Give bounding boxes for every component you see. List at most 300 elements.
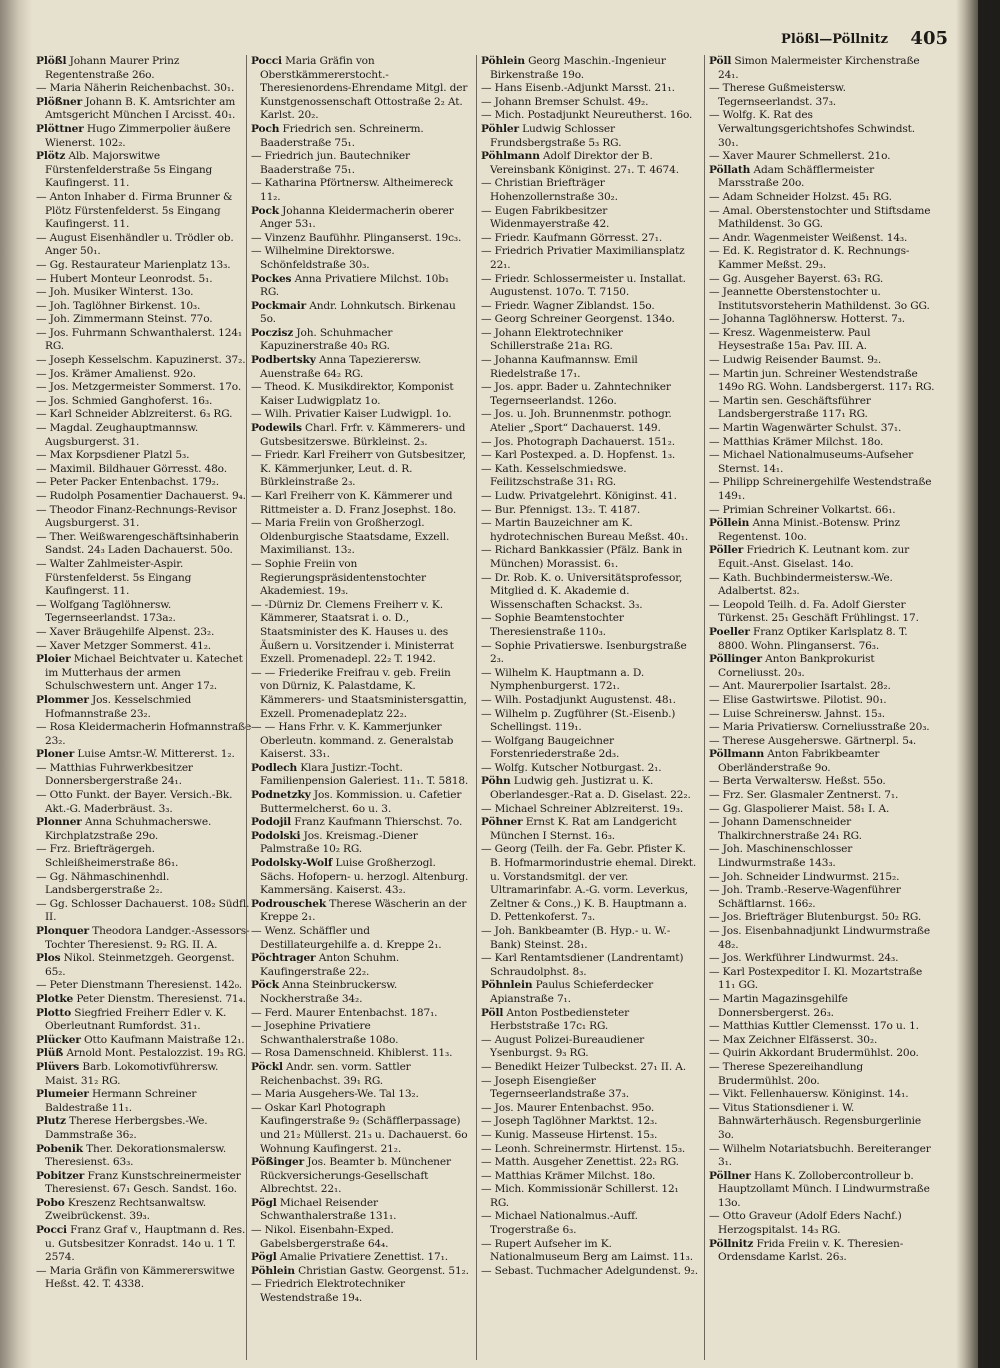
entry-text: — Ant. Maurerpolier Isartalst. 28₂. [709,680,891,693]
entry-text: — Richard Bankkassier (Pfälz. Bank in München) Morassist. 6₁. [481,544,683,570]
entry-text: Anton Fabrikbeamter Oberländerstraße 9o. [718,748,880,774]
entry-text: Friedrich sen. Schreinerm. Baaderstraße 75₁. [260,122,424,149]
directory-entry [251,667,469,721]
directory-entry [709,82,937,109]
directory-entry [36,259,254,273]
directory-entry [709,843,937,870]
entry-surname: Pögl [251,1196,277,1209]
entry-text: — August Polizei-Bureaudiener Ysenburgst. 9₃ RG. [481,1033,645,1060]
directory-entry [481,775,699,802]
directory-entry [709,966,937,993]
entry-text: Franz Graf v., Hauptmann d. Res. u. Gutsbesitzer Konradst. 14o u. 1 T. 2574. [45,1224,246,1264]
entry-text: Charl. Frfr. v. Kämmerers- und Gutsbesitzerswe. Bürkleinst. 2₃. [260,422,466,448]
entry-surname: Plonquer [36,925,89,937]
directory-entry [709,748,937,775]
directory-entry [481,504,699,518]
entry-text: Frida Freiin v. K. Theresien-Ordensdame Karlst. 26₃. [718,1237,904,1264]
entry-text: — Mich. Postadjunkt Neureutherst. 16o. [481,109,693,122]
entry-surname: Plommer [36,693,89,706]
directory-entry [709,626,937,653]
entry-text: — Friedrich jun. Bautechniker Baaderstraße 75₁. [251,150,410,176]
directory-entry [251,1020,469,1047]
entry-text: Adam Schäfflermeister Marsstraße 20o. [718,163,875,190]
entry-text: — Joh. Maschinenschlosser Lindwurmstraße 143₃. [709,843,853,870]
directory-entry [709,925,937,952]
entry-text: — Jos. Photograph Dachauerst. 151₂. [481,435,675,448]
entry-text: — Theod. K. Musikdirektor, Komponist Kaiser Ludwigplatz 1o. [251,381,454,407]
directory-entry [251,925,469,952]
directory-entry [481,1156,699,1170]
entry-text: — Jeannette Oberstenstochter u. Institutsvorsteherin Mathildenst. 3o GG. [709,286,930,312]
entry-text: — Leopold Teilh. d. Fa. Adolf Gierster Türkenst. 25₁ Geschäft Frühlingst. 17. [709,598,919,625]
directory-entry [709,504,937,518]
entry-text: — Kresz. Wagenmeisterw. Paul Heysestraße 15a₁ Pav. III. A. [709,326,871,353]
entry-surname: Pöhlein [251,1264,295,1277]
column-1 [36,55,254,1360]
entry-text: Amalie Privatiere Zenettist. 17₁. [279,1251,448,1264]
entry-surname: Pögl [251,1251,277,1264]
directory-entry [709,164,937,191]
directory-entry [251,1224,469,1251]
entry-text: — Georg Schreiner Georgenst. 134o. [481,313,675,326]
entry-text: — Jos. u. Joh. Brunnenmstr. pothogr. Atelier „Sport“ Dachauerst. 149. [481,408,672,435]
directory-entry [481,1238,699,1265]
directory-entry [709,313,937,327]
directory-entry [36,558,254,599]
entry-text: Therese Wäscherin an der Kreppe 2₁. [260,897,467,924]
entry-text: — Gg. Nähmaschinenhdl. Landsbergerstraße 2₂. [36,870,170,897]
directory-entry [36,871,254,898]
entry-text: — Therese Ausgeherswe. Gärtnerpl. 5₄. [709,734,917,747]
directory-entry [481,123,699,150]
directory-entry [709,816,937,843]
directory-entry [36,1197,254,1224]
entry-surname: Plotke [36,992,74,1005]
entry-surname: Pöllner [709,1169,751,1182]
entry-text: — Wolfgang Taglöhnersw. Tegernseerlandst. 173a₂. [36,598,176,625]
entry-text: — Matthias Kuttler Clemensst. 17o u. 1. [709,1020,919,1033]
directory-entry [251,1251,469,1265]
entry-text: — Hubert Monteur Leonrodst. 5₁. [36,272,213,285]
directory-entry [251,1047,469,1061]
column-3 [476,55,699,1360]
entry-text: Siegfried Freiherr Edler v. K. Oberleutnant Rumfordst. 31₁. [45,1006,227,1033]
entry-text: — Friedr. Kaufmann Görresst. 27₁. [481,231,663,244]
entry-text: — Primian Schreiner Volkartst. 66₁. [709,503,896,516]
directory-entry [709,599,937,626]
directory-entry [709,150,937,164]
directory-entry [709,1020,937,1034]
directory-entry [36,368,254,382]
entry-surname: Pöllinger [709,653,762,666]
directory-entry [251,857,469,898]
entry-text: — Berta Verwaltersw. Heßst. 55o. [709,775,886,788]
entry-text: Otto Kaufmann Maistraße 12₁. [83,1033,245,1046]
entry-text: Therese Herbergsbes.-We. Dammstraße 36₂. [45,1115,208,1141]
directory-entry [709,1047,937,1061]
entry-text: — Friedr. Wagner Ziblandst. 15o. [481,299,655,312]
entry-text: — Peter Packer Entenbachst. 179₂. [36,476,219,489]
entry-text: — Sebast. Tuchmacher Adelgundenst. 9₂. [481,1264,698,1277]
directory-entry [709,871,937,885]
directory-entry [481,1170,699,1184]
book-binding-shadow [0,0,32,1368]
entry-text: Michael Reisender Schwanthalerstraße 131₁. [260,1196,397,1223]
directory-entry [251,490,469,517]
directory-entry [709,286,937,313]
entry-text: — Karl Postexped. a. D. Hopfenst. 1₃. [481,449,676,462]
entry-text: — Joseph Kesselschm. Kapuzinerst. 37₂. [36,354,246,367]
entry-text: Anton Bankprokurist Corneliusst. 20₃. [718,653,875,679]
entry-text: — Anton Inhaber d. Firma Brunner & Plötz Fürstenfelderst. 5s Eingang Kaufingerst. 11. [36,190,233,231]
entry-text: — Vinzenz Baufühhr. Plinganserst. 19c₃. [251,231,462,244]
entry-text: Jos. Kesselschmied Hofmannstraße 23₂. [45,693,192,720]
entry-text: — Joseph Eisengießer Tegernseerlandstraße 37₃. [481,1074,629,1101]
directory-entry [251,898,469,925]
entry-text: — Benedikt Heizer Tulbeckst. 27₁ II. A. [481,1060,686,1073]
entry-text: Andr. Lohnkutsch. Birkenau 5o. [260,299,456,326]
directory-entry [481,1265,699,1279]
directory-entry [36,599,254,626]
entry-text: — Quirin Akkordant Brudermühlst. 20o. [709,1047,919,1060]
entry-surname: Pöck [251,979,279,992]
directory-entry [251,1265,469,1279]
entry-text: — Sophie Beamtenstochter Theresienstraße 110₃. [481,612,624,638]
entry-text: Nikol. Steinmetzgeh. Georgenst. 65₂. [45,952,235,978]
entry-text: — Wilhelm K. Hauptmann a. D. Nymphenburgerst. 172₁. [481,666,645,693]
entry-text: — Joh. Tramb.-Reserve-Wagenführer Schäftlarnst. 166₂. [709,884,901,910]
directory-entry [481,109,699,123]
directory-entry [709,191,937,205]
directory-entry [709,1170,937,1211]
entry-text: — Martin Bauzeichner am K. hydrotechnischen Bureau Meßst. 40₁. [481,517,689,543]
entry-text: — Hans Eisenb.-Adjunkt Marsst. 21₁. [481,82,675,95]
directory-entry [709,911,937,925]
directory-entry [36,55,254,82]
directory-entry [481,463,699,490]
directory-entry [36,354,254,368]
directory-entry [481,952,699,979]
entry-surname: Poch [251,122,280,135]
entry-text: — Adam Schneider Holzst. 45₁ RG. [709,190,892,203]
entry-surname: Pöll [709,55,732,67]
directory-entry [36,993,254,1007]
entry-text: Adolf Direktor der B. Vereinsbank Königinst. 27₁. T. 4674. [490,150,679,176]
entry-surname: Pobitzer [36,1169,85,1182]
entry-text: — Maria Näherin Reichenbachst. 30₁. [36,82,235,95]
entry-text: — Matthias Krämer Milchst. 18o. [709,435,884,448]
entry-text: — Karl Freiherr von K. Kämmerer und Rittmeister a. D. Franz Josephst. 18o. [251,490,457,516]
directory-entry [481,55,699,82]
entry-text: Georg Maschin.-Ingenieur Birkenstraße 19o. [490,55,666,81]
entry-text: — Gg. Glaspolierer Maist. 58₁ I. A. [709,802,890,815]
directory-entry [36,1047,254,1061]
entry-text: Ludwig Schlosser Frundsbergstraße 5₃ RG. [490,122,622,149]
entry-surname: Podolski [251,829,301,842]
entry-surname: Pöhlmann [481,150,540,163]
entry-text: — Joseph Taglöhner Marktst. 12₃. [481,1115,658,1128]
directory-entry [36,653,254,694]
entry-text: — Maria Gräfin von Kämmererswitwe Heßst. 42. T. 4338. [36,1264,235,1291]
entry-text: Barb. Lokomotivführersw. Maist. 31₂ RG. [45,1060,219,1087]
entry-text: Andr. sen. vorm. Sattler Reichenbachst. 39₁ RG. [260,1060,411,1087]
directory-entry [709,368,937,395]
entry-text: — Xaver Metzger Sommerst. 41₂. [36,639,212,652]
entry-text: Simon Malermeister Kirchenstraße 24₁. [718,55,920,81]
entry-surname: Pöllath [709,163,751,176]
directory-entry [36,150,254,191]
entry-text: — Josephine Privatiere Schwanthalerstraße 108o. [251,1020,399,1046]
entry-text: — Sophie Freiin von Regierungspräsidentenstochter Akademiest. 19₃. [251,557,426,598]
entry-text: — Christian Briefträger Hohenzollernstraße 30₂. [481,177,618,203]
directory-entry [709,789,937,803]
directory-entry [36,789,254,816]
entry-surname: Podrouschek [251,897,327,910]
entry-surname: Podbertsky [251,354,316,367]
entry-surname: Plotto [36,1006,72,1019]
entry-text: Kreszenz Rechtsanwaltsw. Zweibrückenst. 39₃. [45,1196,207,1223]
directory-entry [709,55,937,82]
entry-text: Franz Kaufmann Thierschst. 7o. [294,816,463,829]
entry-text: — Jos. Krämer Amalienst. 92o. [36,367,196,380]
entry-text: — Joh. Schneider Lindwurmst. 215₂. [709,870,900,883]
directory-entry [36,286,254,300]
entry-text: — Martin sen. Geschäftsführer Landsbergerstraße 117₁ RG. [709,394,871,421]
directory-entry [481,96,699,110]
entry-text: — Max Zeichner Elfässerst. 30₂. [709,1033,878,1046]
entry-text: — Karl Postexpeditor I. Kl. Mozartstraße 11₁ GG. [709,965,923,992]
directory-entry [251,1007,469,1021]
directory-entry [709,1034,937,1048]
entry-text: — Ferd. Maurer Entenbachst. 187₁. [251,1006,438,1019]
entry-text: — Jos. appr. Bader u. Zahntechniker Tegernseerlandst. 126o. [481,381,671,407]
directory-entry [251,789,469,816]
entry-text: Jos. Kommission. u. Cafetier Buttermelcherst. 6o u. 3. [260,789,462,815]
entry-text: — Otto Graveur (Adolf Eders Nachf.) Herzogspitalst. 14₃ RG. [709,1210,902,1237]
entry-text: — Philipp Schreinergehilfe Westendstraße 149₁. [709,476,932,502]
entry-surname: Pöller [709,544,744,557]
entry-text: — Matthias Krämer Milchst. 18o. [481,1169,656,1182]
entry-surname: Ploier [36,653,71,666]
entry-text: — Rupert Aufseher im K. Nationalmuseum Berg am Laimst. 11₃. [481,1237,693,1264]
entry-surname: Podlech [251,761,298,774]
entry-surname: Pock [251,204,279,217]
entry-text: Anna Schuhmacherswe. Kirchplatzstraße 29o. [45,816,212,842]
entry-text: — Dr. Rob. K. o. Universitätsprofessor, Mitglied d. K. Akademie d. Wissenschaften Schackst. 3₃. [481,571,683,611]
directory-entry [36,381,254,395]
running-head: Plößl—Pöllnitz [781,32,888,47]
entry-surname: Plücker [36,1033,81,1046]
directory-entry [709,1102,937,1143]
directory-entry [251,123,469,150]
directory-entry [481,612,699,639]
directory-entry [36,694,254,721]
entry-text: — Wilh. Postadjunkt Augustenst. 48₁. [481,693,676,706]
entry-text: — Amal. Oberstenstochter und Stiftsdame Mathildenst. 3o GG. [709,204,931,231]
directory-entry [481,1034,699,1061]
entry-text: — -Dürniz Dr. Clemens Freiherr v. K. Kämmerer, Staatsrat i. o. D., Staatsminister des K. Hauses u. des Äußern u. Vorsitzender i. Ministerrat Exzell. Promenadepl. 22₂ T. 1942. [251,598,454,666]
page-number: 405 [910,28,948,49]
entry-text: — Wilh. Privatier Kaiser Ludwigpl. 1o. [251,408,452,421]
entry-text: — Wilhelm Notariatsbuchh. Bereiteranger 3₁. [709,1142,931,1169]
directory-entry [36,762,254,789]
directory-entry [36,925,254,952]
entry-text: — Peter Dienstmann Theresienst. 142₀. [36,979,243,992]
entry-text: — Kath. Buchbindermeistersw.-We. Adalbertst. 82₃. [709,571,893,598]
entry-text: — Maximil. Bildhauer Görresst. 48o. [36,462,227,475]
directory-entry [251,1061,469,1088]
entry-surname: Plötz [36,150,66,163]
directory-entry [36,843,254,870]
entry-text: Ernst K. Rat am Landgericht München I Sternst. 16₃. [490,816,677,842]
entry-text: Jos. Kreismag.-Diener Palmstraße 10₂ RG. [260,829,418,856]
entry-text: Anna Tapezierersw. Auenstraße 64₂ RG. [260,354,422,380]
directory-entry [36,1143,254,1170]
entry-text: Michael Beichtvater u. Katechet im Mutterhaus der armen Schulschwestern unt. Anger 17₂. [45,653,243,693]
directory-entry [36,1088,254,1115]
entry-text: — Friedr. Karl Freiherr von Gutsbesitzer, K. Kämmerjunker, Leut. d. R. Bürkleinstraße 2₃. [251,449,466,489]
entry-text: Alb. Majorswitwe Fürstenfelderstraße 5s Eingang Kaufingerst. 11. [45,150,213,190]
column-2 [246,55,469,1360]
entry-surname: Pöllnitz [709,1237,754,1250]
directory-entry [481,449,699,463]
directory-entry [709,327,937,354]
entry-text: — Kath. Kesselschmiedswe. Feilitzschstraße 31₁ RG. [481,462,627,489]
entry-text: Franz Kunstschreinermeister Theresienst. 67₁ Gesch. Sandst. 16o. [45,1169,241,1196]
entry-text: — — Hans Frhr. v. K. Kammerjunker Oberleutn. kommand. z. Generalstab Kaiserst. 33₁. [251,721,454,761]
directory-entry [709,273,937,287]
directory-entry [36,816,254,843]
entry-text: — Joh. Musiker Winterst. 13o. [36,286,194,299]
entry-surname: Pöll [481,1006,504,1019]
entry-text: — Kunig. Masseuse Hirtenst. 15₃. [481,1128,658,1141]
directory-entry [481,150,699,177]
directory-entry [481,1075,699,1102]
entry-text: — Karl Schneider Ablzreiterst. 6₃ RG. [36,408,233,421]
directory-entry [36,300,254,314]
directory-entry [481,232,699,246]
entry-surname: Plößner [36,95,83,108]
entry-text: Anna Minist.-Botensw. Prinz Regentenst. 10o. [718,517,900,543]
entry-text: — Michael Schreiner Ablzreiterst. 19₃. [481,802,684,815]
entry-surname: Pockmair [251,299,307,312]
entry-surname: Plüß [36,1047,64,1060]
entry-surname: Pöchtrager [251,952,316,965]
directory-entry [251,422,469,449]
entry-text: — Jos. Metzgermeister Sommerst. 17o. [36,381,242,394]
entry-text: — Xaver Maurer Schmellerst. 21o. [709,150,891,163]
directory-entry [709,884,937,911]
directory-entry [36,898,254,925]
directory-entry [251,55,469,123]
directory-entry [36,395,254,409]
directory-entry [251,1197,469,1224]
entry-text: — Ther. Weißwarengeschäftsinhaberin Sandst. 24₃ Laden Dachauerst. 50o. [36,530,239,557]
entry-text: Anton Schuhm. Kaufingerstraße 22₂. [260,952,400,978]
entry-text: — Max Korpsdiener Platzl 5₃. [36,449,190,462]
entry-text: — Ludw. Privatgelehrt. Königinst. 41. [481,490,677,502]
entry-text: — Luise Schreinersw. Jahnst. 15₃. [709,707,885,720]
directory-entry [481,1143,699,1157]
entry-surname: Pöhner [481,816,523,829]
directory-entry [251,1102,469,1156]
entry-surname: Pöhler [481,122,519,135]
entry-text: Hugo Zimmerpolier äußere Wienerst. 102₂. [45,122,231,149]
entry-text: — Ed. K. Registrator d. K. Rechnungs-Kammer Meßst. 29₃. [709,245,910,271]
entry-text: — Jos. Schmied Ganghoferst. 16₃. [36,394,213,407]
entry-text: — Sophie Privatierswe. Isenburgstraße 2₃. [481,639,687,666]
entry-text: — Theodor Finanz-Rechnungs-Revisor Augsburgerst. 31. [36,503,237,530]
directory-entry [709,572,937,599]
directory-entry [709,1061,937,1088]
directory-entry [709,232,937,246]
directory-entry [251,381,469,408]
directory-entry [709,245,937,272]
directory-entry [251,177,469,204]
directory-entry [709,680,937,694]
directory-entry [251,449,469,490]
entry-text: — Joh. Bankbeamter (B. Hyp.- u. W.-Bank) Steinst. 28₁. [481,925,671,951]
entry-text: — Gg. Ausgeher Bayerst. 63₁ RG. [709,272,884,285]
entry-text: — Wolfg. Kutscher Notburgast. 2₁. [481,761,662,774]
directory-entry [481,1115,699,1129]
entry-text: — Mich. Kommissionär Schillerst. 12₁ RG. [481,1183,679,1209]
directory-entry [709,694,937,708]
entry-text: — Georg (Teilh. der Fa. Gebr. Pfister K. B. Hofmarmorindustrie ehemal. Direkt. u. Vorstandsmitgl. der ver. Ultramarinfabr. A.-G. vorm. Leverkus, Zeltner & Cons.,) K. B. Hauptmann a. D. Pettenkoferst. 7₃. [481,843,697,924]
directory-entry [36,1115,254,1142]
entry-surname: Poeller [709,625,750,638]
directory-entry [481,1210,699,1237]
entry-text: — Martin Wagenwärter Schulst. 37₁. [709,422,902,435]
entry-text: — Michael Nationalmus.-Auff. Trogerstraße 6₃. [481,1210,638,1237]
directory-entry [36,191,254,232]
directory-entry [251,408,469,422]
entry-surname: Plößl [36,55,67,67]
entry-surname: Pößinger [251,1156,305,1169]
entry-text: — Jos. Briefträger Blutenburgst. 50₂ RG. [709,911,922,924]
entry-text: Peter Dienstm. Theresienst. 71₄. [76,992,246,1005]
directory-entry [481,1007,699,1034]
directory-entry [481,490,699,504]
entry-text: — Johann Bremser Schulst. 49₂. [481,95,649,108]
entry-surname: Pobenik [36,1142,83,1155]
entry-text: Hermann Schreiner Baldestraße 11₁. [45,1088,197,1114]
entry-text: — Johanna Kaufmannsw. Emil Riedelstraße 17₁. [481,354,638,380]
entry-text: — Friedrich Privatier Maximiliansplatz 22₁. [481,245,685,271]
entry-surname: Plüvers [36,1060,80,1073]
directory-entry [36,626,254,640]
directory-entry [251,952,469,979]
entry-text: — Nikol. Eisenbahn-Exped. Gabelsbergerstraße 64₄. [251,1224,394,1250]
directory-entry [251,1088,469,1102]
directory-entry [36,82,254,96]
entry-surname: Pöckl [251,1060,283,1073]
directory-entry [251,979,469,1006]
directory-entry [36,476,254,490]
entry-text: — Jos. Maurer Entenbachst. 95o. [481,1101,655,1114]
page-edge-shadow [956,0,978,1368]
entry-text: — Matth. Ausgeher Zenettist. 22₃ RG. [481,1156,679,1169]
entry-text: Jos. Beamter b. Münchener Rückversicherungs-Gesellschaft Albrechtst. 22₁. [260,1156,451,1196]
entry-text: Hans K. Zollobercontrolleur b. Hauptzollamt Münch. I Lindwurmstraße 13o. [718,1169,930,1209]
entry-text: — Rudolph Posamentier Dachauerst. 9₄. [36,490,246,502]
entry-text: Friedrich K. Leutnant kom. zur Equit.-Anst. Giselast. 14o. [718,544,910,570]
entry-text: Luise Großherzogl. Sächs. Hofopern- u. herzogl. Altenburg. Kammersäng. Kaiserst. 43₂. [260,857,469,897]
entry-text: — Wilhelmine Direktorswe. Schönfeldstraße 30₃. [251,245,395,271]
entry-text: Johann Maurer Prinz Regentenstraße 26o. [45,55,180,81]
entry-text: — Frz. Ser. Glasmaler Zentnerst. 7₁. [709,789,899,802]
directory-entry [36,1170,254,1197]
